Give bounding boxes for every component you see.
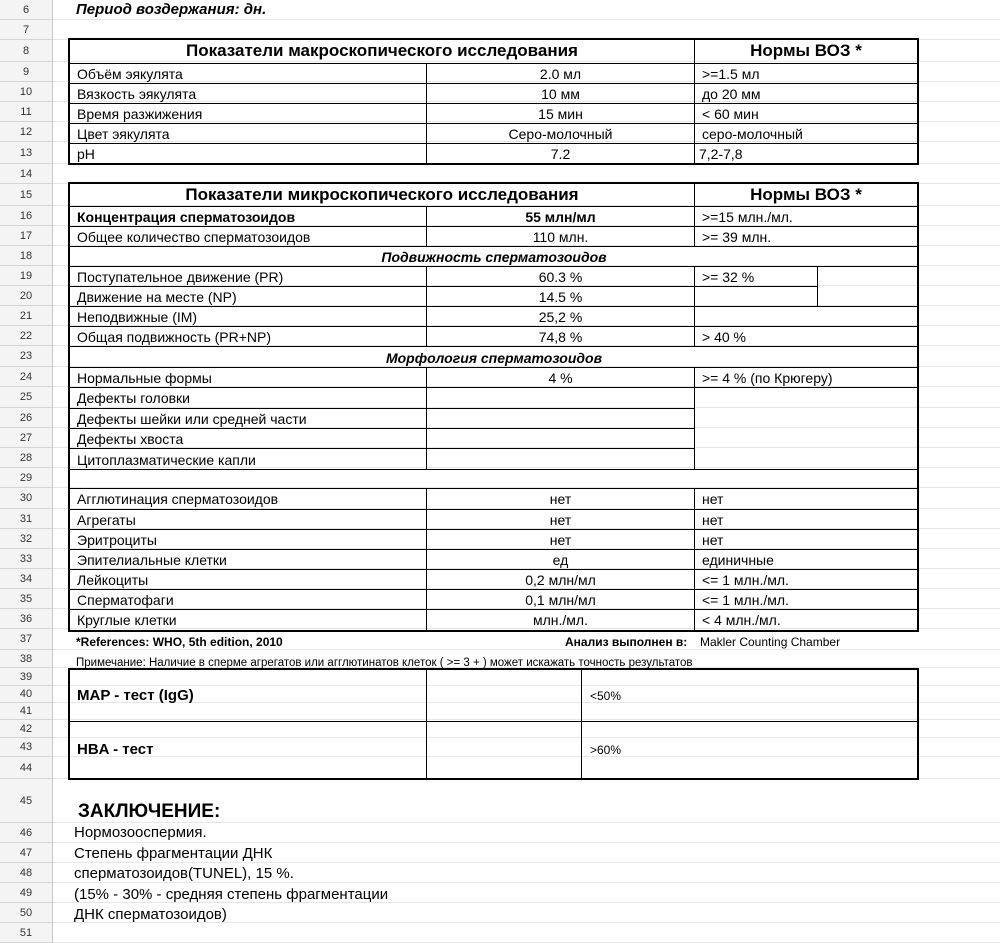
references: *References: WHO, 5th edition, 2010 [76, 635, 283, 649]
map-test-label: MAP - тест (IgG) [77, 687, 194, 704]
row-number[interactable]: 24 [0, 367, 52, 387]
row-number[interactable]: 29 [0, 468, 52, 488]
analysis-value: Makler Counting Chamber [700, 635, 841, 649]
row-number[interactable]: 16 [0, 206, 52, 226]
row-number[interactable]: 39 [0, 668, 52, 686]
row-number[interactable]: 20 [0, 286, 52, 306]
conclusion-line: Степень фрагментации ДНК [74, 845, 273, 862]
micro-norms-header: Нормы ВОЗ * [750, 185, 862, 204]
macro-header: Показатели макроскопического исследования [186, 41, 578, 60]
row-number[interactable]: 18 [0, 246, 52, 266]
row-number[interactable]: 17 [0, 226, 52, 246]
row-number[interactable]: 32 [0, 529, 52, 549]
row-number[interactable]: 36 [0, 609, 52, 629]
row-number[interactable]: 9 [0, 62, 52, 82]
conclusion-line: (15% - 30% - средняя степень фрагментации [74, 886, 389, 903]
row-number[interactable]: 31 [0, 509, 52, 529]
row-number[interactable]: 34 [0, 569, 52, 589]
gridline [53, 862, 1000, 863]
row-number[interactable]: 49 [0, 883, 52, 903]
macro-norms-header: Нормы ВОЗ * [750, 41, 862, 60]
row-number[interactable]: 51 [0, 923, 52, 943]
row-number[interactable]: 37 [0, 629, 52, 650]
row-number[interactable]: 14 [0, 164, 52, 184]
row-number[interactable]: 22 [0, 326, 52, 346]
row-number[interactable]: 42 [0, 720, 52, 738]
analysis-label: Анализ выполнен в: [565, 635, 688, 649]
gridline [53, 882, 1000, 883]
row-number[interactable]: 11 [0, 102, 52, 122]
row-number[interactable]: 44 [0, 757, 52, 779]
row-number[interactable]: 41 [0, 703, 52, 720]
conclusion-line: ДНК сперматозоидов) [74, 906, 227, 923]
gridline [53, 842, 1000, 843]
row-number[interactable]: 26 [0, 408, 52, 428]
hba-test-label: HBA - тест [77, 741, 154, 758]
row-number[interactable]: 12 [0, 122, 52, 142]
row-number[interactable]: 25 [0, 387, 52, 408]
abstinence-period: Период воздержания: дн. [76, 1, 267, 18]
micro-header: Показатели микроскопического исследования [185, 185, 579, 204]
row-number[interactable]: 40 [0, 686, 52, 703]
note: Примечание: Наличие в сперме агрегатов или агглютинатов клеток ( >= 3 + ) может искажать точность результатов [76, 657, 693, 669]
row-number[interactable]: 33 [0, 549, 52, 569]
row-number[interactable]: 47 [0, 843, 52, 863]
row-number[interactable]: 38 [0, 650, 52, 668]
row-number[interactable]: 46 [0, 823, 52, 843]
row-number[interactable]: 13 [0, 142, 52, 164]
conclusion-line: Нормозооспермия. [74, 824, 207, 841]
row-number[interactable]: 43 [0, 738, 52, 757]
row-number[interactable]: 45 [0, 779, 52, 823]
morphology-header: Морфология сперматозоидов [385, 350, 603, 366]
gridline [53, 19, 1000, 20]
row-number[interactable]: 8 [0, 40, 52, 62]
row-number[interactable]: 48 [0, 863, 52, 883]
row-number[interactable]: 21 [0, 306, 52, 326]
row-number[interactable]: 28 [0, 448, 52, 468]
conclusion-title: ЗАКЛЮЧЕНИЕ: [78, 801, 221, 822]
row-number[interactable]: 30 [0, 488, 52, 509]
motility-header: Подвижность сперматозоидов [381, 249, 607, 265]
tests-table [68, 668, 919, 780]
row-number[interactable]: 10 [0, 82, 52, 102]
row-number[interactable]: 19 [0, 266, 52, 286]
row-number[interactable]: 6 [0, 0, 52, 20]
row-number[interactable]: 35 [0, 589, 52, 609]
row-number[interactable]: 23 [0, 346, 52, 367]
row-number[interactable]: 50 [0, 903, 52, 923]
row-number[interactable]: 27 [0, 428, 52, 448]
row-number[interactable]: 15 [0, 184, 52, 206]
conclusion-line: сперматозоидов(TUNEL), 15 %. [74, 865, 294, 882]
row-number[interactable]: 7 [0, 20, 52, 40]
